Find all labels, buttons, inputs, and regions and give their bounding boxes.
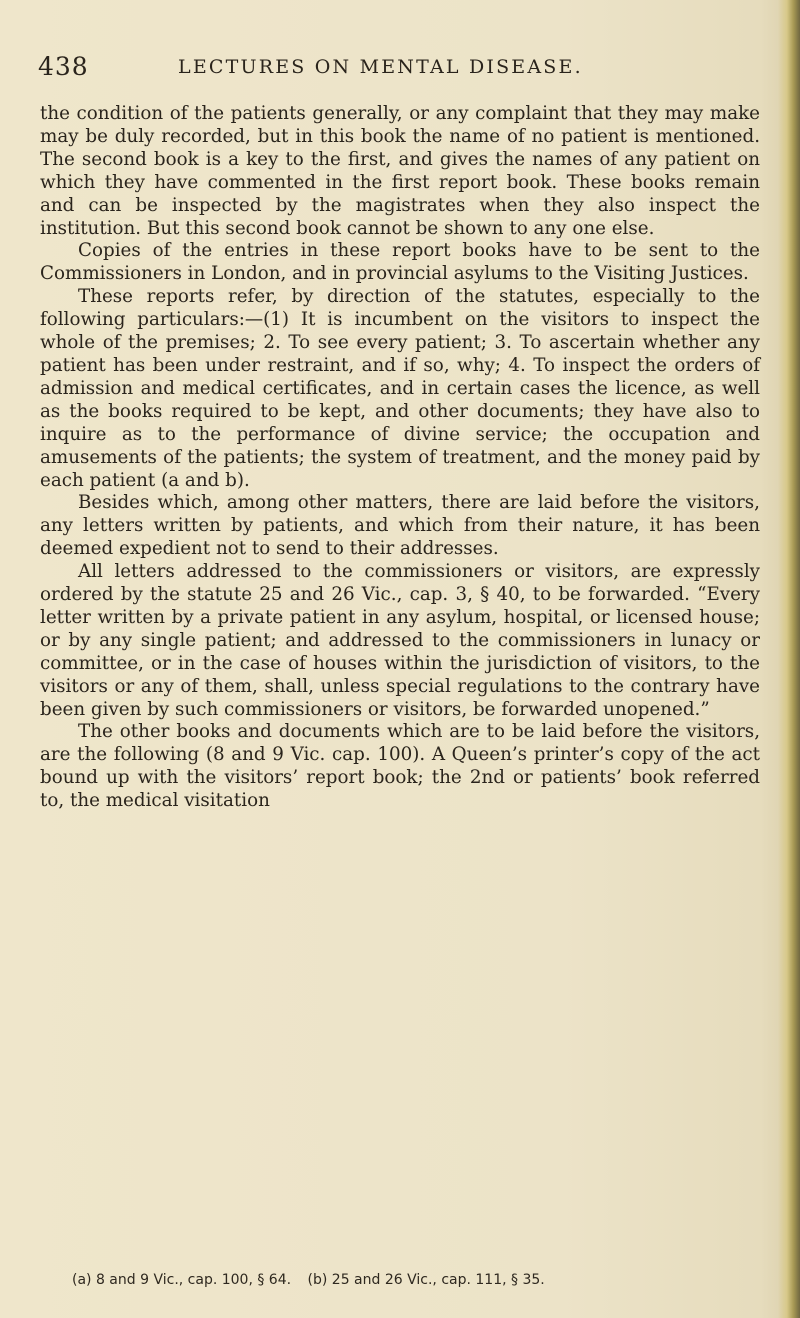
body-text <box>40 103 760 813</box>
footnote: (a) 8 and 9 Vic., cap. 100, § 64. <box>72 1272 292 1288</box>
page-number: 438 <box>38 52 89 81</box>
footnotes <box>72 1271 762 1289</box>
paragraph: the condition of the patients generally, or any complaint that they may make may be duly recorded, but in this book the name of no patient is mentioned. The second book is a key to the first, and gives the names of any patient on which they have commented in the first report book. These books remain and can be inspected by the magistrates when they also inspect the institution. But this second book cannot be shown to any one else. <box>40 103 760 239</box>
running-head: LECTURES ON MENTAL DISEASE. <box>178 56 583 78</box>
footnote: (b) 25 and 26 Vic., cap. 111, § 35. <box>307 1272 545 1288</box>
paragraph: These reports refer, by direction of the statutes, especially to the following particulars:—(1) It is incumbent on the visitors to inspect the whole of the premises; 2. To see every patient; 3. To ascertain whether any patient has been under restraint, and if so, why; 4. To inspect the orders of admission and medical certificates, and in certain cases the licence, as well as the books required to be kept, and other documents; they have also to inquire as to the performance of divine service; the occupation and amusements of the patients; the system of treatment, and the money paid by each patient (a and b). <box>40 286 760 491</box>
paragraph: Besides which, among other matters, there are laid before the visitors, any letters written by patients, and which from their nature, it has been deemed expedient not to send to their addresses. <box>40 492 760 560</box>
paragraph: All letters addressed to the commissioners or visitors, are expressly ordered by the statute 25 and 26 Vic., cap. 3, § 40, to be forwarded. “Every letter written by a private patient in any asylum, hospital, or licensed house; or by any single patient; and addressed to the commissioners in lunacy or committee, or in the case of houses within the jurisdiction of visitors, to the visitors or any of them, shall, unless special regulations to the contrary have been given by such commissioners or visitors, be forwarded unopened.” <box>40 561 760 720</box>
page-edge-shadow <box>778 0 800 1318</box>
paragraph: The other books and documents which are to be laid before the visitors, are the following (8 and 9 Vic. cap. 100). A Queen’s printer’s copy of the act bound up with the visitors’ report book; the 2nd or patients’ book referred to, the medical visitation <box>40 721 760 812</box>
page-header <box>38 52 758 86</box>
paragraph: Copies of the entries in these report books have to be sent to the Commissioners in London, and in provincial asylums to the Visiting Justices. <box>40 240 760 285</box>
